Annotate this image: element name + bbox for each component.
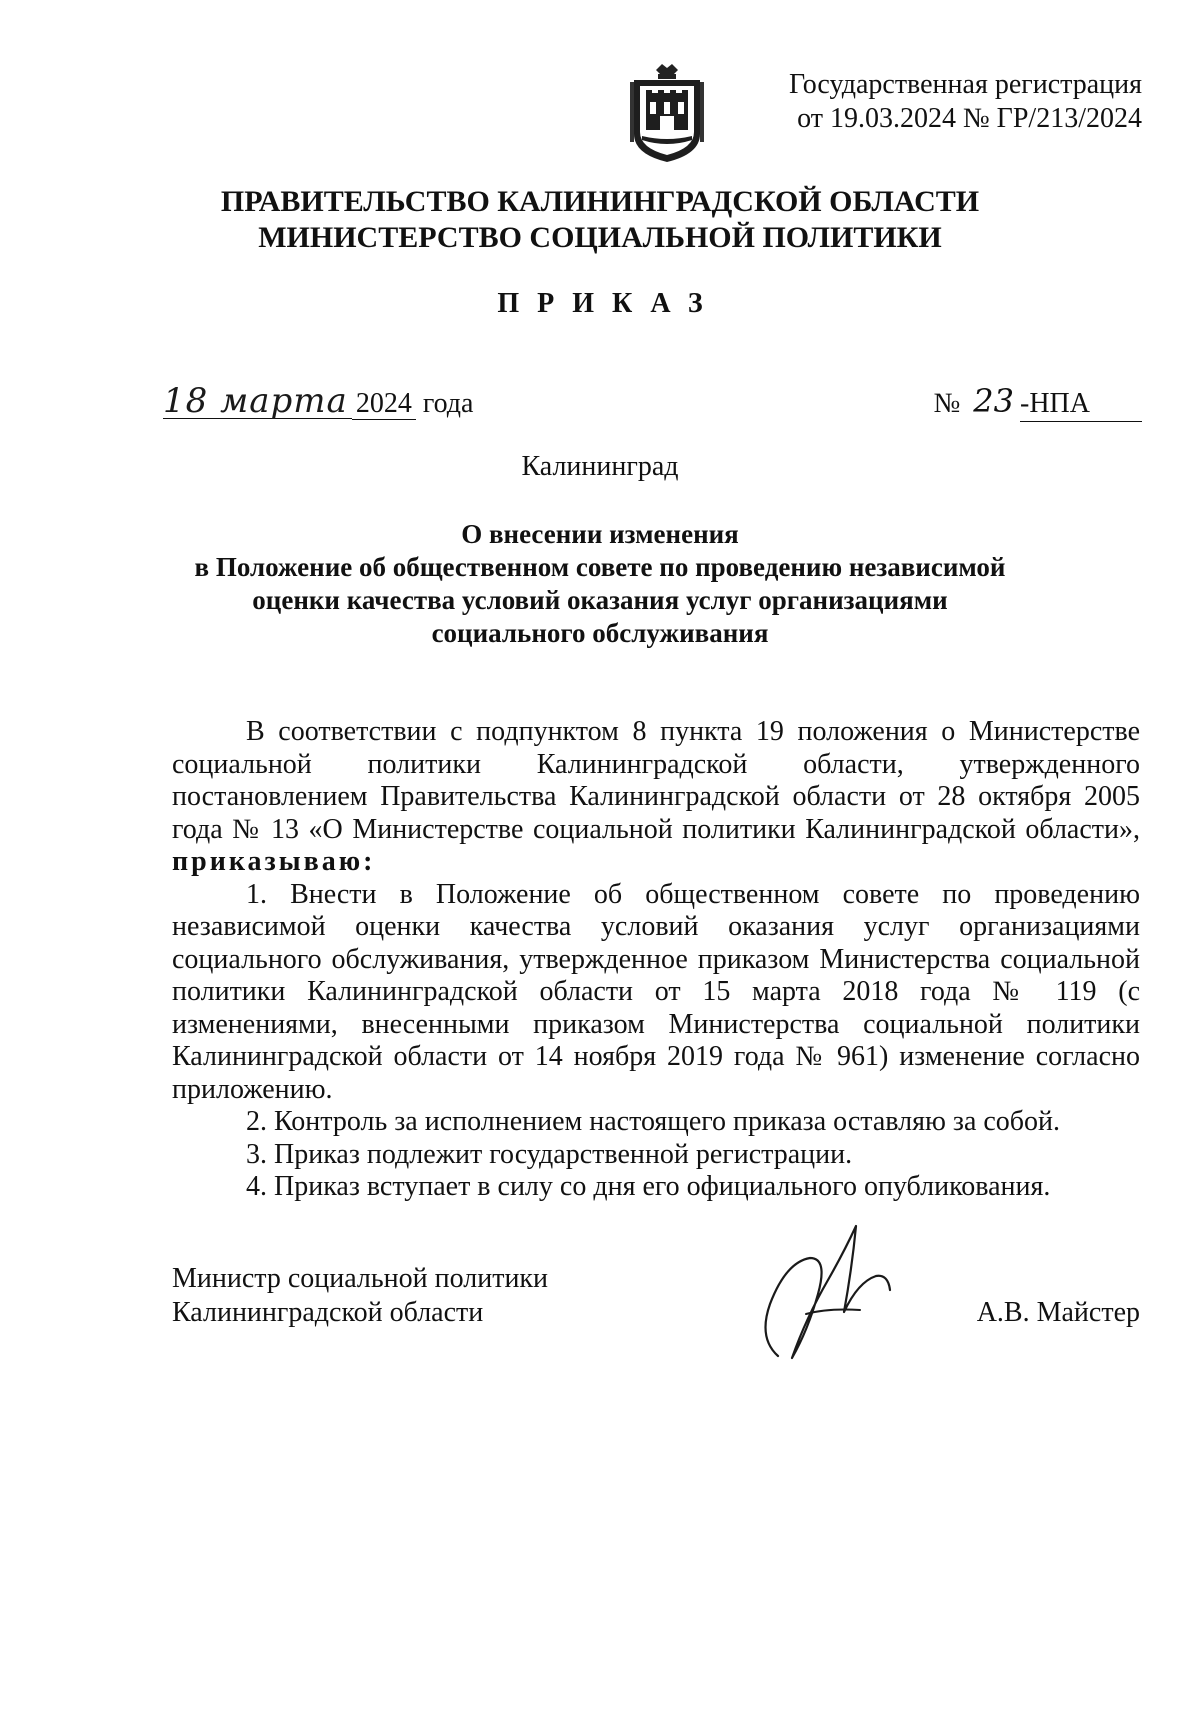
order-date	[163, 381, 474, 421]
order-number	[934, 384, 1142, 422]
order-verb: приказываю:	[172, 846, 376, 877]
subject-line-2: в Положение об общественном совете по проведению независимой	[194, 552, 1006, 582]
signer-name: А.В. Майстер	[976, 1297, 1140, 1328]
preamble-paragraph	[172, 716, 1140, 879]
signer-position	[172, 1262, 548, 1330]
ministry-name: МИНИСТЕРСТВО СОЦИАЛЬНОЙ ПОЛИТИКИ	[258, 221, 942, 254]
date-suffix: года	[422, 388, 474, 419]
subject-line-4: социального обслуживания	[431, 618, 769, 648]
handwritten-date: 18 марта	[163, 384, 352, 419]
government-name: ПРАВИТЕЛЬСТВО КАЛИНИНГРАДСКОЙ ОБЛАСТИ	[220, 185, 980, 218]
position-line-1: Министр социальной политики	[172, 1263, 549, 1294]
coat-of-arms-emblem	[626, 62, 708, 164]
item-4: 4. Приказ вступает в силу со дня его официального опубликования.	[246, 1171, 1051, 1202]
preamble-text: В соответствии с подпунктом 8 пункта 19 положения о Министерстве социальной политики Калининградской области, утвержденного постановлением Правительства Калининградской области от 28 октября 2005 года № 13 «О Министерстве социальной политики Калининградской области»,	[172, 716, 1140, 845]
item-1: 1. Внести в Положение об общественном совете по проведению независимой оценки качества условий оказания услуг организациями социального обслуживания, утвержденное приказом Министерства социальной политики Калининградской области от 15 марта 2018 года № 119 (с изменениями, внесенными приказом Министерства социальной политики Калининградской области от 14 ноября 2019 года № 961) изменение согласно приложению.	[172, 878, 1140, 1105]
number-suffix: -НПА	[1020, 387, 1142, 422]
number-sign: №	[933, 388, 961, 419]
order-body	[172, 716, 1140, 1204]
handwritten-number: 23	[973, 382, 1014, 420]
date-year: 2024	[352, 388, 416, 420]
order-title: ПРИКАЗ	[497, 288, 721, 319]
registration-line-1: Государственная регистрация	[789, 69, 1142, 100]
organization-header	[0, 184, 1200, 256]
registration-line-2: от 19.03.2024 № ГР/213/2024	[797, 103, 1142, 134]
city-name: Калининград	[521, 451, 679, 482]
subject-line-1: О внесении изменения	[461, 519, 739, 549]
state-registration-stamp	[789, 68, 1142, 136]
handwritten-signature	[748, 1218, 908, 1368]
position-line-2: Калининградской области	[172, 1297, 484, 1328]
item-3: 3. Приказ подлежит государственной регистрации.	[246, 1138, 853, 1170]
subject-line-3: оценки качества условий оказания услуг организациями	[252, 585, 948, 615]
order-subject	[150, 518, 1050, 650]
item-2: 2. Контроль за исполнением настоящего приказа оставляю за собой.	[246, 1106, 1061, 1137]
